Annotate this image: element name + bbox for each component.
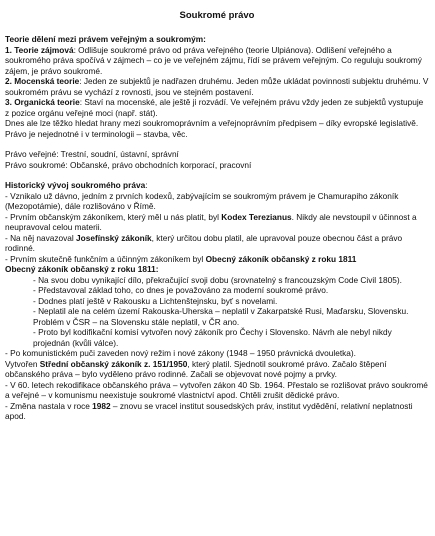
abgb-item-1: - Na svou dobu vynikající dílo, překračující svoji dobu (srovnatelný s francouzským Code Civil 1805).: [33, 274, 402, 285]
communist-item-2-c: , který platil. Sjednotil soukromé právo. Začalo štěpení občanského práva – bylo vyděleno právo rodinné. Začali se objevovat nové pojmy a prvky.: [5, 358, 387, 379]
abgb-item-2: - Představoval základ toho, co dnes je považováno za moderní soukromé právo.: [33, 285, 329, 295]
history-item-2-a: - Prvním občanským zákoníkem, který měl u nás platit, byl: [5, 211, 222, 222]
communist-item-4-a: - Změna nastala v roce: [5, 400, 93, 411]
history-heading-text: Historický vývoj soukromého práva: [5, 180, 146, 190]
theory-interest-label: 1. Teorie zájmová: [5, 44, 74, 55]
communist-item-3: - V 60. letech rekodifikace občanského práva – vytvořen zákon 40 Sb. 1964. Přestalo se rozlišovat právo soukromé a veřejné – v komunismu neexistuje soukromé vlastnictví apod. Chtěli zrušit dědické právo.: [5, 379, 428, 400]
history-item-3-c: , který určitou dobu platil, ale upravoval pouze obecnou část a právo rodinné.: [5, 232, 403, 253]
history-item-3-b: Josefínský zákoník: [76, 232, 152, 243]
document-title: Soukromé právo: [179, 10, 255, 21]
communist-item-4: [5, 401, 429, 422]
history-item-2-b: Kodex Terezianus: [221, 211, 292, 222]
theory-power: [5, 76, 429, 97]
theory-power-label: 2. Mocenská teorie: [5, 76, 80, 86]
communist-item-2-b: Střední občanský zákoník z. 151/1950: [39, 358, 188, 369]
theory-power-text: : Jeden ze subjektů je nadřazen druhému. Jeden může ukládat povinnosti subjektu druhému. V soukromém právu se vychází z rovnosti, jsou ve stejném postavení.: [5, 76, 429, 97]
communist-item-4-b: 1982: [92, 400, 111, 411]
history-item-1: - Vznikalo už dávno, jedním z prvních kodexů, zabývajícím se soukromým právem je Chamurapiho zákoník (Mezopotámie), dále rozlišováno v Římě.: [5, 190, 399, 211]
history-item-4: [5, 254, 429, 265]
communist-item-2: [5, 359, 429, 380]
theory-tail: Dnes ale lze těžko hledat hrany mezi soukromoprávním a veřejnoprávním předpisem – díky evropské legislativě. Právo je nejednotné i v terminologii – stavba, věc.: [5, 118, 419, 139]
abgb-item-4: - Neplatil ale na celém území Rakouska-Uherska – neplatil v Zakarpatské Rusi, Maďarsku, Slovensku. Problém v ČSR – na Slovensku stále neplatil, v ČR ano.: [33, 306, 409, 327]
communist-item-4-c: – znovu se vracel institut sousedských práv, institut vydědění, relativní neplatnosti apod.: [5, 400, 413, 421]
theory-organic-text: : Staví na mocenské, ale ještě ji rozvádí. Ve veřejném právu vždy jeden ze subjektů vystupuje z pozice orgánu veřejné moci (např. stát).: [5, 97, 424, 118]
theory-heading: Teorie dělení mezi právem veřejným a soukromým:: [5, 34, 206, 44]
history-item-2: [5, 212, 429, 233]
theory-organic: [5, 97, 429, 118]
history-item-4-a: - Prvním skutečně funkčním a účinným zákoníkem byl: [5, 253, 206, 264]
history-heading: [5, 180, 429, 191]
abgb-item-5: - Proto byl kodifikační komisí vytvořen nový zákoník pro Čechy i Slovensko. Návrh ale nebyl nikdy projednán (kvůli válce).: [33, 327, 392, 348]
abgb-item-3: - Dodnes platí ještě v Rakousku a Lichtenštejnsku, byť s novelami.: [33, 295, 278, 306]
history-item-3-a: - Na něj navazoval: [5, 232, 77, 243]
public-law-line: Právo veřejné: Trestní, soudní, ústavní, správní: [5, 149, 179, 159]
history-heading-colon: :: [145, 180, 148, 190]
theory-interest: [5, 45, 429, 77]
theory-interest-text: : Odlišuje soukromé právo od práva veřejného (teorie Ulpiánova). Odlišení veřejného a soukromého práva spočívá v zájmech – co je ve veřejném zájmu, řídí se právem veřejným. Co reguluju soukromý zájem, je právo soukromé.: [5, 44, 422, 76]
theory-organic-label: 3. Organická teorie: [5, 97, 80, 107]
private-law-line: Právo soukromé: Občanské, právo obchodních korporací, pracovní: [5, 159, 252, 170]
history-item-2-c: . Nikdy ale nevstoupil v účinnost a neupravoval celou materii.: [5, 211, 417, 232]
history-item-4-b: Obecný zákoník občanský z roku 1811: [205, 253, 357, 264]
communist-item-2-a: Vytvořen: [5, 358, 40, 369]
communist-item-1: - Po komunistickém puči zaveden nový režim i nové zákony (1948 – 1950 právnická dvouletka).: [5, 348, 356, 358]
abgb-heading: Obecný zákoník občanský z roku 1811:: [5, 264, 159, 274]
history-item-3: [5, 233, 429, 254]
